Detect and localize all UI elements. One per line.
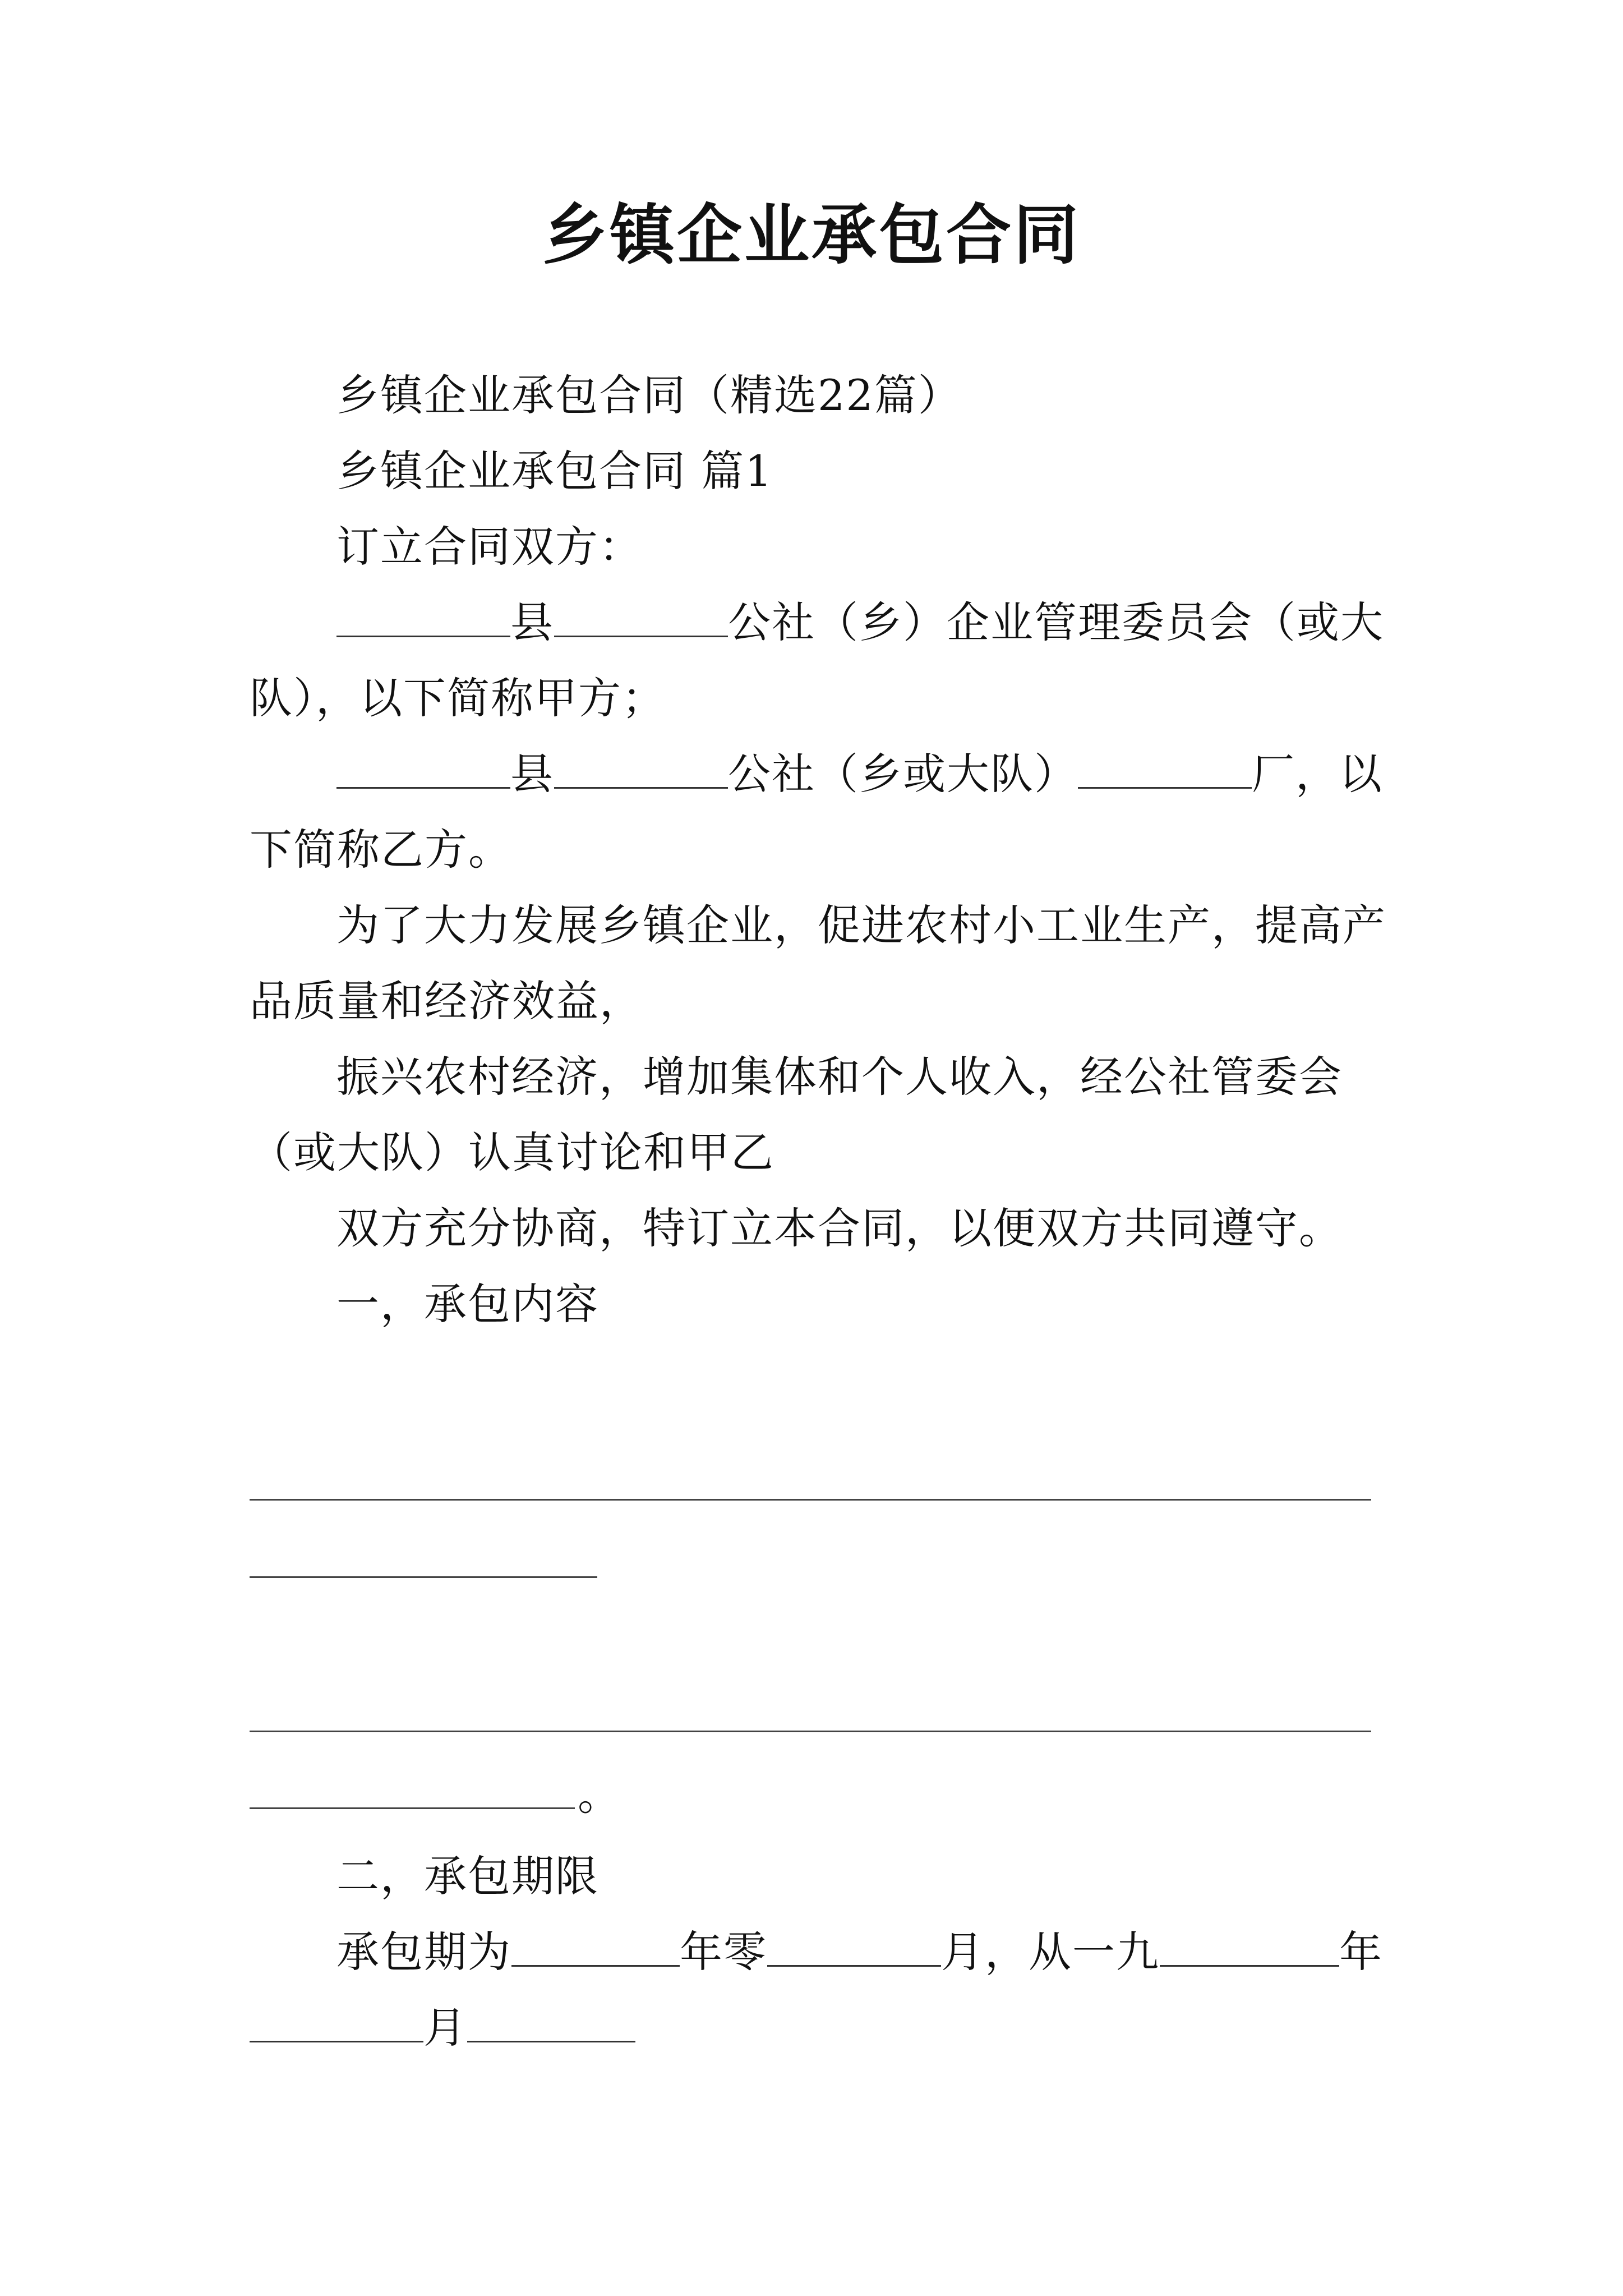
start-year-blank[interactable] (1160, 1926, 1339, 1967)
start-month-blank[interactable] (250, 2001, 423, 2042)
document-title: 乡镇企业承包合同 (542, 197, 1081, 273)
years-blank[interactable] (511, 1926, 680, 1967)
content-blank-line[interactable] (250, 1731, 1371, 1732)
party-b-county-label: 县 (510, 749, 554, 799)
months-blank[interactable] (767, 1926, 941, 1967)
party-a-commune-text: 公社（乡）企业管理委员会（或大 (728, 597, 1384, 647)
county-name-blank[interactable] (336, 748, 510, 789)
term-month-label: 月 (423, 2003, 467, 2053)
party-b-commune-text: 公社（乡或大队） (728, 749, 1078, 799)
clause-1-period: 。 (578, 1770, 620, 1820)
content-blank-line[interactable] (250, 1807, 575, 1809)
content-blank-line[interactable] (250, 1499, 1371, 1501)
purpose-line-5: 双方充分协商，特订立本合同，以便双方共同遵守。 (336, 1203, 1343, 1253)
commune-name-blank[interactable] (554, 748, 728, 789)
term-year-zero: 年零 (680, 1927, 767, 1977)
party-b-line (336, 746, 1383, 802)
content-blank-line[interactable] (250, 1576, 597, 1578)
commune-name-blank[interactable] (554, 596, 728, 637)
party-a-line (336, 595, 1384, 651)
term-month-from: 月，从一九 (941, 1927, 1160, 1977)
document-subtitle: 乡镇企业承包合同（精选22篇） (336, 370, 962, 420)
clause-1-heading: 一，承包内容 (336, 1279, 599, 1329)
party-a-county-label: 县 (510, 597, 554, 647)
term-prefix: 承包期为 (336, 1927, 511, 1977)
purpose-line-4: （或大队）认真讨论和甲乙 (250, 1128, 774, 1177)
term-year-label: 年 (1339, 1927, 1383, 1977)
party-b-continuation: 下简称乙方。 (250, 825, 512, 875)
term-continuation (250, 2000, 635, 2056)
purpose-line-2: 品质量和经济效益， (250, 976, 643, 1026)
county-name-blank[interactable] (336, 596, 510, 637)
parties-intro: 订立合同双方： (336, 522, 643, 572)
party-a-continuation: 队），以下简称甲方； (250, 673, 666, 723)
start-day-blank[interactable] (467, 2001, 635, 2042)
purpose-line-1: 为了大力发展乡镇企业，促进农村小工业生产，提高产 (336, 900, 1386, 950)
term-line (336, 1924, 1383, 1980)
section-heading: 乡镇企业承包合同 篇1 (336, 446, 773, 496)
clause-2-heading: 二，承包期限 (336, 1851, 599, 1901)
purpose-line-3: 振兴农村经济，增加集体和个人收入，经公社管委会 (336, 1052, 1343, 1102)
factory-name-blank[interactable] (1078, 748, 1252, 789)
party-b-factory-text: 厂，以 (1252, 749, 1383, 799)
